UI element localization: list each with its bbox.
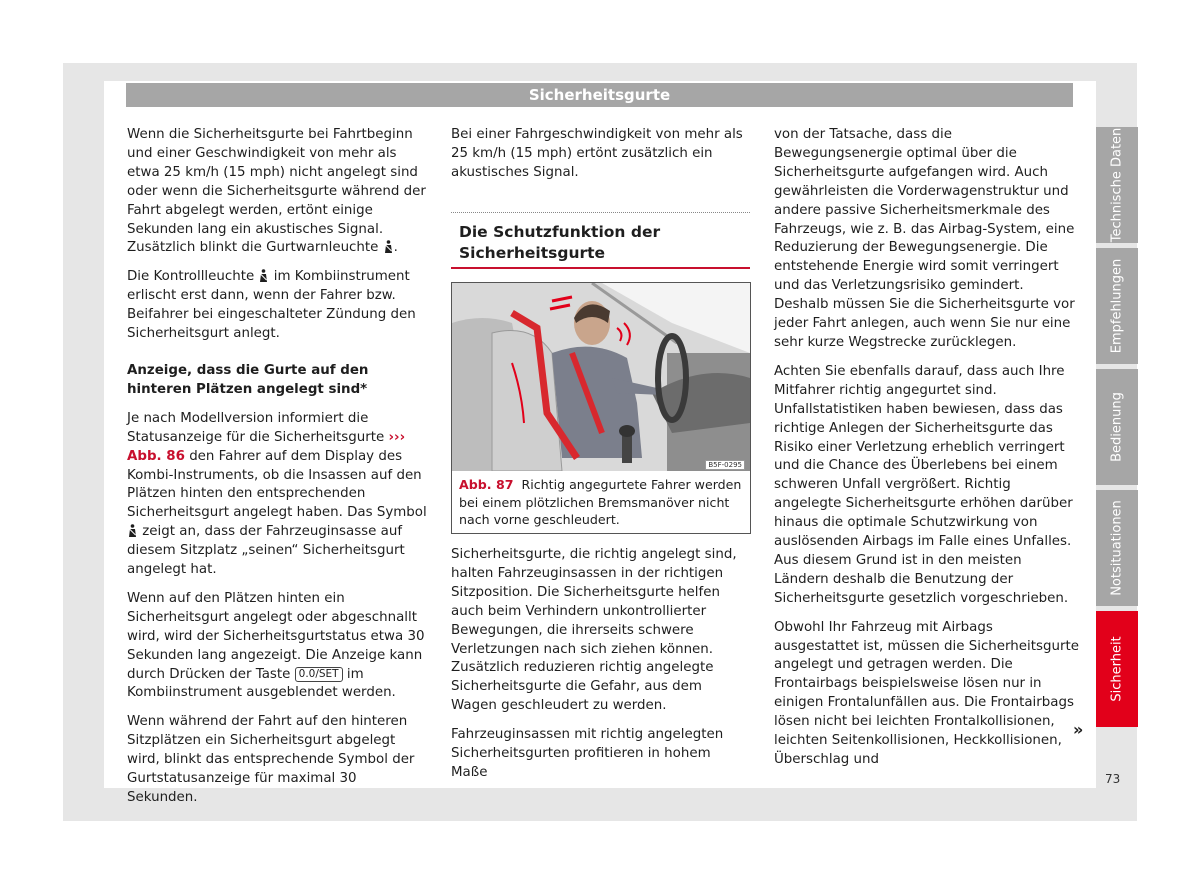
tab-notsituationen[interactable]: Notsituationen bbox=[1096, 490, 1138, 606]
tab-technische-daten[interactable]: Technische Daten bbox=[1096, 127, 1138, 243]
continue-icon: » bbox=[1073, 720, 1082, 739]
paragraph: Wenn während der Fahrt auf den hinteren Sitzplätzen ein Sicherheitsgurt abgelegt wird, blinkt das entsprechende Symbol der Gurtstatusanzeige für maximal 30 Sekunden. bbox=[127, 714, 415, 805]
paragraph: Wenn die Sicherheitsgurte bei Fahrtbeginn und einer Geschwindigkeit von mehr als etwa 25 km/h (15 mph) nicht angelegt sind oder wenn die Sicherheitsgurte während der Fahrt abgelegt werden, ertönt einige Sekunden lang ein akustisches Signal. Zusätzlich blinkt die Gurtwarnleuchte . bbox=[127, 127, 426, 256]
paragraph: Die Kontrollleuchte im Kombiinstrument erlischt erst dann, wenn der Fahrer bzw. Beifahrer bei eingeschalteter Zündung den Sicherheitsgurt anlegt. bbox=[127, 269, 416, 342]
paragraph: Bei einer Fahrgeschwindigkeit von mehr als 25 km/h (15 mph) ertönt zusätzlich ein akustisches Signal. bbox=[451, 127, 743, 180]
paragraph: von der Tatsache, dass die Bewegungsenergie optimal über die Sicherheitsgurte aufgefangen wird. Auch gewährleisten die Vorderwagenstruktur und andere passive Sicherheitsmerkmale des Fahrzeugs, wie z. B. das Airbag-System, eine Reduzierung der Bewegungsenergie. Die entstehende Energie wird somit verringert und das Verletzungsrisiko gemindert. Deshalb müssen Sie die Sicherheitsgurte vor jeder Fahrt anlegen, auch wenn Sie nur eine sehr kurze Wegstrecke zurücklegen. bbox=[774, 127, 1075, 350]
text-column-2 bbox=[451, 126, 751, 193]
driver-illustration bbox=[452, 283, 750, 471]
figure-code: B5F-0295 bbox=[705, 460, 745, 470]
paragraph: Fahrzeuginsassen mit richtig angelegten Sicherheitsgurten profitieren in hohem Maße bbox=[451, 727, 724, 780]
page-number: 73 bbox=[1105, 772, 1121, 786]
paragraph: Wenn auf den Plätzen hinten ein Sicherheitsgurt angelegt oder abgeschnallt wird, wird der Sicherheitsgurtstatus etwa 30 Sekunden lang angezeigt. Die Anzeige kann durch Drücken der Taste 0.0/SET im Kombiinstrument ausgeblendet werden. bbox=[127, 590, 425, 701]
text-column-3 bbox=[774, 126, 1082, 780]
seatbelt-icon bbox=[127, 524, 138, 537]
figure-reference-link[interactable]: ››› Abb. 86 bbox=[127, 429, 406, 464]
section-title-bar bbox=[126, 83, 1073, 107]
subheading: Anzeige, dass die Gurte auf den hinteren Plätzen angelegt sind* bbox=[127, 362, 369, 397]
seatbelt-icon bbox=[258, 269, 269, 282]
figure-label: Abb. 87 bbox=[459, 477, 514, 492]
paragraph: Je nach Modellversion informiert die Statusanzeige für die Sicherheitsgurte ››› Abb. 86 den Fahrer auf dem Display des Kombi-Instruments, ob die Insassen auf den Plätzen hinten den entsprechenden Sicherheitsgurt angelegt haben. Das Symbol zeigt an, dass der Fahrzeuginsasse auf diesem Sitzplatz „seinen“ Sicherheitsgurt angelegt hat. bbox=[127, 410, 427, 578]
figure-caption: Abb. 87 Richtig angegurtete Fahrer werden bei einem plötzlichen Bremsmanöver nicht nach vorne geschleudert. bbox=[459, 477, 742, 527]
paragraph: Sicherheitsgurte, die richtig angelegt sind, halten Fahrzeuginsassen in der richtigen Sitzposition. Die Sicherheitsgurte helfen auch beim Verhindern unkontrollierter Bewegungen, die ihrerseits schwere Verletzungen nach sich ziehen können. Zusätzlich reduzieren richtig angelegte Sicherheitsgurte die Gefahr, aus dem Wagen geschleudert zu werden. bbox=[451, 547, 737, 714]
text-column-1 bbox=[127, 126, 427, 818]
paragraph: Obwohl Ihr Fahrzeug mit Airbags ausgestattet ist, müssen die Sicherheitsgurte angelegt und getragen werden. Die Frontairbags beispielsweise lösen nur in einigen Frontalunfällen aus. Die Frontairbags lösen nicht bei leichten Frontalkollisionen, leichten Seitenkollisionen, Heckkollisionen, Überschlag und bbox=[774, 619, 1079, 767]
paragraph: Achten Sie ebenfalls darauf, dass auch Ihre Mitfahrer richtig angegurtet sind. Unfallstatistiken haben bewiesen, dass das richtige Anlegen der Sicherheitsgurte das Risiko einer Verletzung erheblich verringert und die Chance des Überlebens bei einem schweren Unfall vergrößert. Richtig angelegte Sicherheitsgurte erhöhen darüber hinaus die optimale Schutzwirkung von auslösenden Airbags im Falle eines Unfalles. Aus diesem Grund ist in den meisten Ländern deshalb die Benutzung der Sicherheitsgurte gesetzlich vorgeschrieben. bbox=[774, 363, 1073, 606]
button-key-label: 0.0/SET bbox=[295, 667, 343, 682]
tab-sicherheit[interactable]: Sicherheit bbox=[1096, 611, 1138, 727]
text-column-2-lower bbox=[451, 546, 751, 793]
section-heading-text: Die Schutzfunktion der Sicherheitsgurte bbox=[459, 223, 661, 262]
figure-87 bbox=[451, 282, 751, 534]
page-title: Sicherheitsgurte bbox=[528, 86, 671, 104]
tab-bedienung[interactable]: Bedienung bbox=[1096, 369, 1138, 485]
section-heading bbox=[451, 212, 750, 269]
tab-empfehlungen[interactable]: Empfehlungen bbox=[1096, 248, 1138, 364]
seatbelt-icon bbox=[383, 240, 394, 253]
